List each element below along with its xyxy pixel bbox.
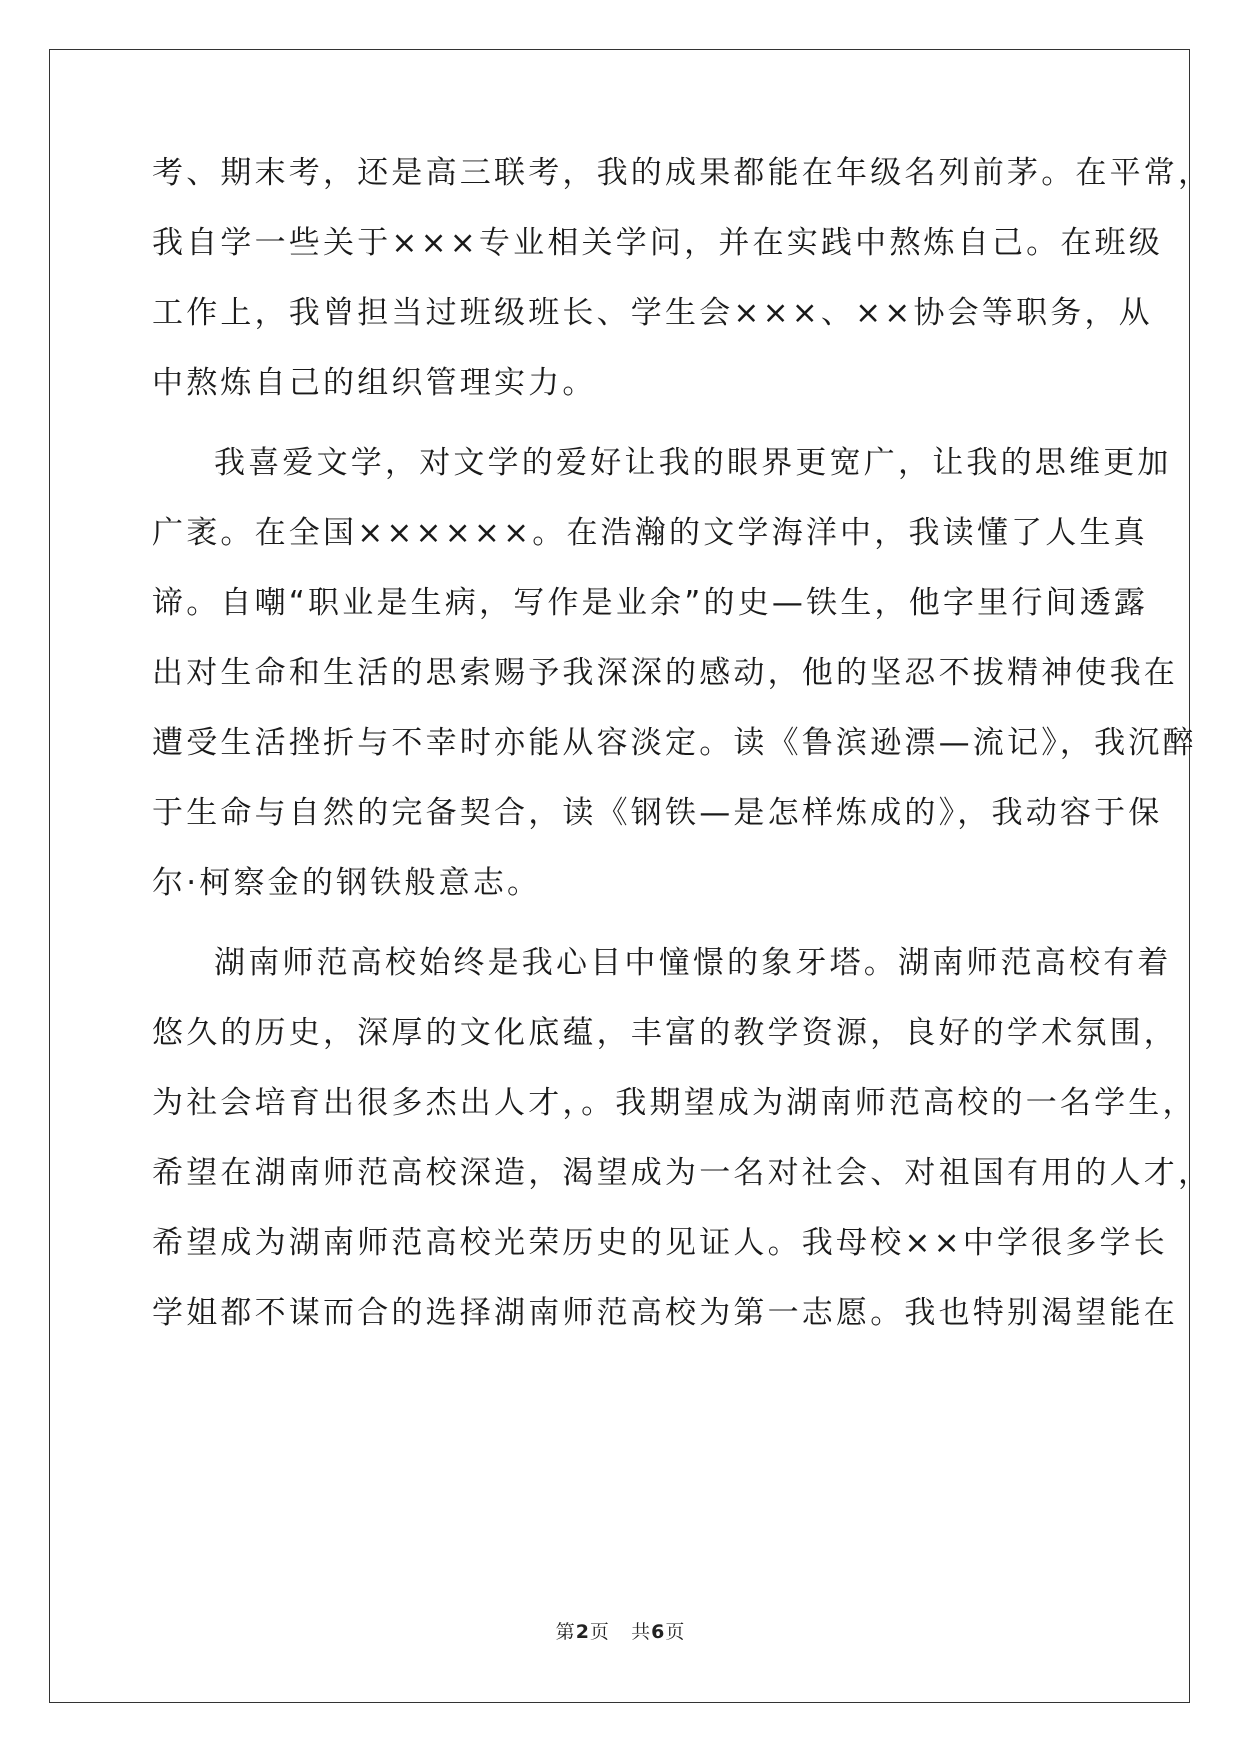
paragraph-start-line: 湖南师范高校始终是我心目中憧憬的象牙塔。湖南师范高校有着 [214, 945, 1172, 981]
total-page-number: 6 [651, 1621, 666, 1643]
body-text-line: 遭受生活挫折与不幸时亦能从容淡定。读《鲁滨逊漂—流记》，我沉醉 [152, 725, 1197, 761]
body-text-line: 尔·柯察金的钢铁般意志。 [152, 865, 542, 901]
page-number-footer [0, 1617, 1241, 1644]
total-prefix: 共 [631, 1621, 652, 1643]
body-text-line: 中熬炼自己的组织管理实力。 [152, 365, 597, 401]
body-text-line: 为社会培育出很多杰出人才，。我期望成为湖南师范高校的一名学生， [152, 1085, 1197, 1121]
page-prefix: 第 [555, 1621, 576, 1643]
body-text-line: 希望在湖南师范高校深造，渴望成为一名对社会、对祖国有用的人才， [152, 1155, 1213, 1191]
total-unit: 页 [665, 1621, 686, 1643]
current-page-number: 2 [575, 1621, 590, 1643]
body-text-line: 我自学一些关于×××专业相关学问，并在实践中熬炼自己。在班级 [152, 225, 1163, 261]
paragraph-start-line: 我喜爱文学，对文学的爱好让我的眼界更宽广，让我的思维更加 [214, 445, 1172, 481]
body-text-line: 谛。自嘲“职业是生病，写作是业余”的史—铁生，他字里行间透露 [152, 585, 1149, 621]
body-text-line: 考、期末考，还是高三联考，我的成果都能在年级名列前茅。在平常， [152, 155, 1213, 191]
body-text-line: 出对生命和生活的思索赐予我深深的感动，他的坚忍不拔精神使我在 [152, 655, 1178, 691]
page-unit: 页 [589, 1621, 610, 1643]
body-text-line: 学姐都不谋而合的选择湖南师范高校为第一志愿。我也特别渴望能在 [152, 1295, 1178, 1331]
body-text-line: 广袤。在全国××××××。在浩瀚的文学海洋中，我读懂了人生真 [152, 515, 1148, 551]
body-text-line: 于生命与自然的完备契合，读《钢铁—是怎样炼成的》，我动容于保 [152, 795, 1163, 831]
body-text-line: 悠久的历史，深厚的文化底蕴，丰富的教学资源，良好的学术氛围， [152, 1015, 1178, 1051]
body-text-line: 工作上，我曾担当过班级班长、学生会×××、××协会等职务，从 [152, 295, 1153, 331]
body-text-line: 希望成为湖南师范高校光荣历史的见证人。我母校××中学很多学长 [152, 1225, 1168, 1261]
